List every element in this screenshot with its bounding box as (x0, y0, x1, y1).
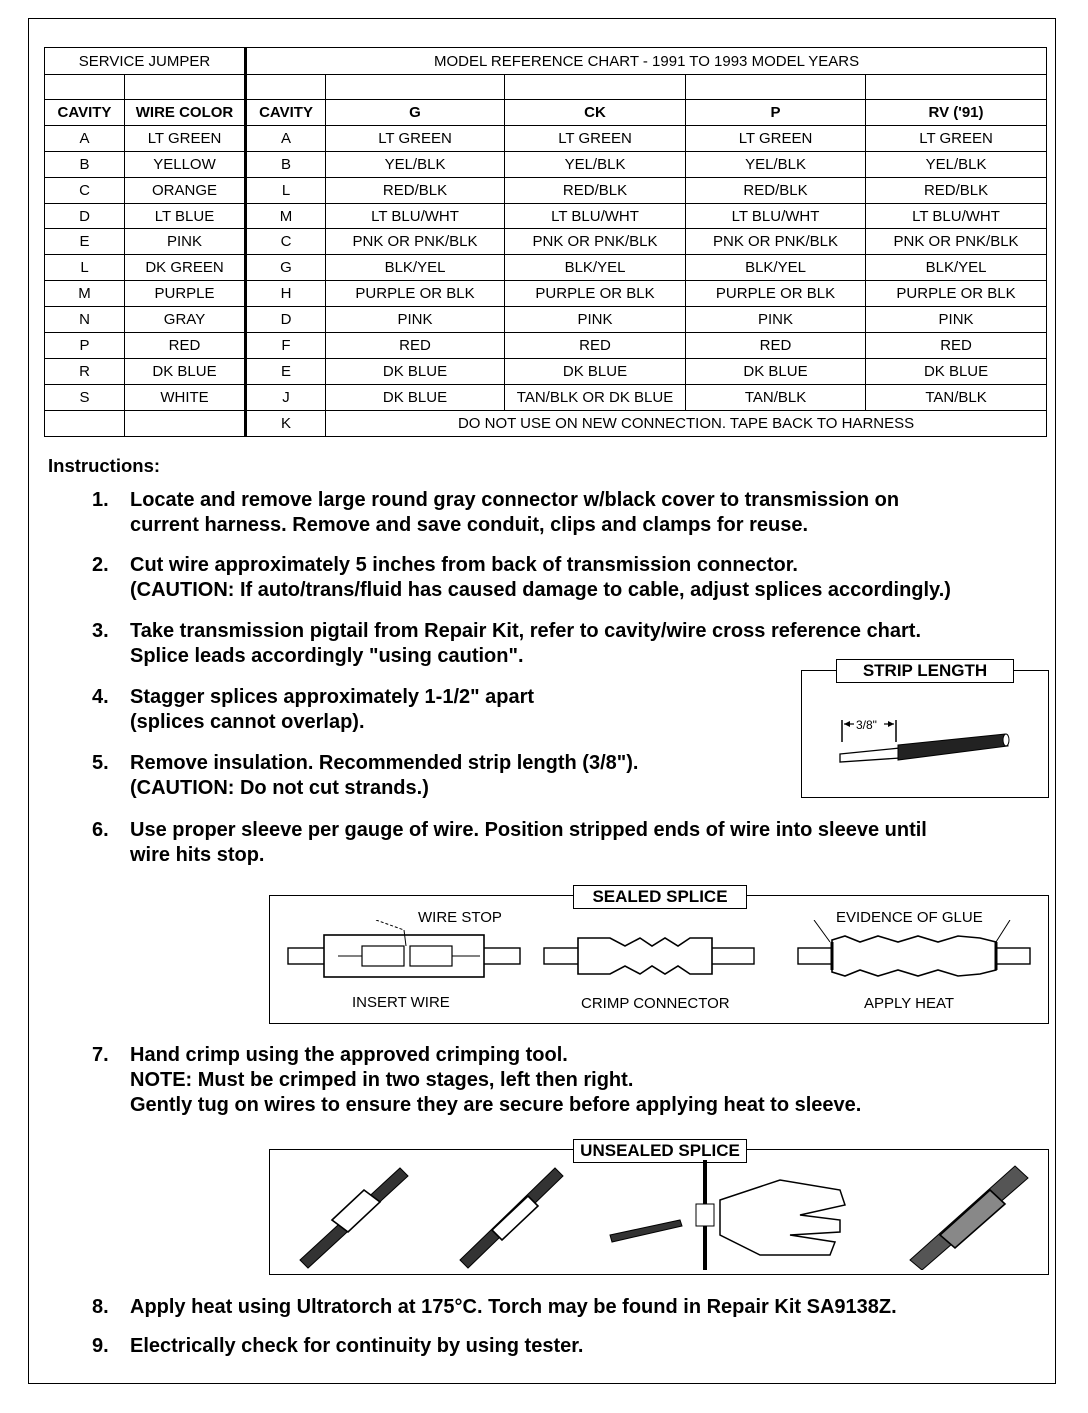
table-cell: PURPLE OR BLK (505, 281, 686, 307)
table-cell: BLK/YEL (686, 255, 866, 281)
empty-cell (246, 75, 326, 100)
sealed-splice-title: SEALED SPLICE (573, 885, 747, 909)
table-cell: B (45, 151, 125, 177)
step-text-line: Gently tug on wires to ensure they are secure before applying heat to sleeve. (130, 1094, 862, 1116)
crimp-connector-caption: CRIMP CONNECTOR (581, 995, 730, 1012)
model-reference-title: MODEL REFERENCE CHART - 1991 TO 1993 MODEL YEARS (246, 48, 1047, 75)
table-row (45, 125, 1047, 151)
table-cell: R (45, 358, 125, 384)
unsealed-splice-title: UNSEALED SPLICE (573, 1139, 747, 1163)
table-cell: TAN/BLK OR DK BLUE (505, 384, 686, 410)
table-row (45, 229, 1047, 255)
table-cell: GRAY (125, 307, 246, 333)
table-row (45, 177, 1047, 203)
table-cell: L (45, 255, 125, 281)
empty-cell (125, 75, 246, 100)
column-header: CAVITY (45, 100, 125, 126)
table-cell: DK BLUE (125, 358, 246, 384)
service-jumper-title: SERVICE JUMPER (45, 48, 246, 75)
table-cell: RED (326, 333, 505, 359)
table-cell: LT GREEN (866, 125, 1047, 151)
column-header: WIRE COLOR (125, 100, 246, 126)
table-cell: M (45, 281, 125, 307)
table-row (45, 358, 1047, 384)
table-cell: RED (686, 333, 866, 359)
step-text-line: current harness. Remove and save conduit, clips and clamps for reuse. (130, 514, 809, 536)
table-cell: LT GREEN (326, 125, 505, 151)
step-number: 5. (92, 752, 109, 774)
table-cell: BLK/YEL (326, 255, 505, 281)
table-cell: DK BLUE (326, 384, 505, 410)
table-cell: YEL/BLK (866, 151, 1047, 177)
apply-heat-caption: APPLY HEAT (864, 995, 955, 1012)
table-cell: LT GREEN (505, 125, 686, 151)
do-not-use-note: DO NOT USE ON NEW CONNECTION. TAPE BACK TO HARNESS (326, 410, 1047, 436)
table-cell: D (45, 203, 125, 229)
column-header: CAVITY (246, 100, 326, 126)
table-cell: YEL/BLK (505, 151, 686, 177)
table-row (45, 333, 1047, 359)
table-cell: YEL/BLK (326, 151, 505, 177)
step-number: 6. (92, 819, 109, 841)
table-cell: BLK/YEL (505, 255, 686, 281)
step-text-line: Splice leads accordingly "using caution". (130, 645, 524, 667)
table-cell: RED/BLK (326, 177, 505, 203)
table-cell: G (246, 255, 326, 281)
table-cell: DK BLUE (686, 358, 866, 384)
table-cell: YEL/BLK (686, 151, 866, 177)
table-cell: PNK OR PNK/BLK (866, 229, 1047, 255)
table-cell: PURPLE OR BLK (866, 281, 1047, 307)
table-row (45, 281, 1047, 307)
step-text-line: (splices cannot overlap). (130, 711, 365, 733)
table-cell: PURPLE OR BLK (326, 281, 505, 307)
table-cell: L (246, 177, 326, 203)
model-reference-chart (44, 47, 1047, 437)
unsealed-splice-illustration (280, 1160, 1040, 1270)
empty-cell (505, 75, 686, 100)
table-cell: LT BLU/WHT (505, 203, 686, 229)
table-cell: B (246, 151, 326, 177)
empty-cell (866, 75, 1047, 100)
table-cell: PINK (686, 307, 866, 333)
step-number: 7. (92, 1044, 109, 1066)
table-row-k (45, 410, 1047, 436)
step-text-line: Stagger splices approximately 1-1/2" apart (130, 686, 535, 708)
table-cell: A (45, 125, 125, 151)
table-cell: YELLOW (125, 151, 246, 177)
table-cell: J (246, 384, 326, 410)
table-cell: D (246, 307, 326, 333)
table-cell: S (45, 384, 125, 410)
step-text-line: (CAUTION: If auto/trans/fluid has caused damage to cable, adjust splices accordingly.) (130, 579, 951, 601)
table-cell: DK GREEN (125, 255, 246, 281)
step-text-line: NOTE: Must be crimped in two stages, left then right. (130, 1069, 634, 1091)
table-cell: E (246, 358, 326, 384)
column-header: RV ('91) (866, 100, 1047, 126)
table-cell: PNK OR PNK/BLK (686, 229, 866, 255)
table-row (45, 307, 1047, 333)
step-number: 1. (92, 489, 109, 511)
table-cell: DK BLUE (866, 358, 1047, 384)
table-cell: TAN/BLK (686, 384, 866, 410)
empty-cell (125, 410, 246, 436)
step-text-line: Take transmission pigtail from Repair Kit, refer to cavity/wire cross reference chart. (130, 620, 922, 642)
strip-dimension-label: 3/8" (856, 718, 877, 732)
table-cell: PINK (866, 307, 1047, 333)
table-cell: C (45, 177, 125, 203)
step-text-line: Locate and remove large round gray connector w/black cover to transmission on (130, 489, 900, 511)
evidence-of-glue-label: EVIDENCE OF GLUE (836, 909, 983, 926)
table-cell: PINK (326, 307, 505, 333)
table-cell: WHITE (125, 384, 246, 410)
table-cell: RED (125, 333, 246, 359)
table-cell: N (45, 307, 125, 333)
table-cell: DK BLUE (326, 358, 505, 384)
empty-cell (326, 75, 505, 100)
step-text-line: Hand crimp using the approved crimping tool. (130, 1044, 568, 1066)
table-row (45, 151, 1047, 177)
insert-wire-caption: INSERT WIRE (352, 994, 450, 1011)
table-cell: P (45, 333, 125, 359)
table-cell: F (246, 333, 326, 359)
empty-cell (686, 75, 866, 100)
table-row (45, 255, 1047, 281)
empty-cell (45, 410, 125, 436)
table-cell: H (246, 281, 326, 307)
table-cell: LT BLU/WHT (326, 203, 505, 229)
strip-length-title: STRIP LENGTH (836, 659, 1014, 683)
table-cell: RED/BLK (866, 177, 1047, 203)
table-cell: PINK (125, 229, 246, 255)
table-cell: TAN/BLK (866, 384, 1047, 410)
column-header: CK (505, 100, 686, 126)
table-cell: PNK OR PNK/BLK (326, 229, 505, 255)
table-row (45, 384, 1047, 410)
step-number: 8. (92, 1296, 109, 1318)
step-text-line: wire hits stop. (130, 844, 265, 866)
table-cell: E (45, 229, 125, 255)
step-text-line: Cut wire approximately 5 inches from back of transmission connector. (130, 554, 798, 576)
table-cell: PURPLE OR BLK (686, 281, 866, 307)
table-cell: LT BLU/WHT (866, 203, 1047, 229)
table-cell: DK BLUE (505, 358, 686, 384)
instructions-heading: Instructions: (48, 455, 161, 476)
column-header: P (686, 100, 866, 126)
table-cell: PURPLE (125, 281, 246, 307)
table-cell: RED/BLK (686, 177, 866, 203)
step-text-line: Electrically check for continuity by using tester. (130, 1335, 584, 1357)
chart-header-row (45, 100, 1047, 126)
table-cell: LT BLUE (125, 203, 246, 229)
chart-title-row (45, 48, 1047, 75)
cavity-k-cell: K (246, 410, 326, 436)
table-cell: RED/BLK (505, 177, 686, 203)
step-text-line: Use proper sleeve per gauge of wire. Position stripped ends of wire into sleeve until (130, 819, 927, 841)
table-cell: RED (505, 333, 686, 359)
table-cell: PNK OR PNK/BLK (505, 229, 686, 255)
step-number: 9. (92, 1335, 109, 1357)
table-cell: M (246, 203, 326, 229)
stripped-wire-illustration (830, 712, 1020, 772)
table-cell: A (246, 125, 326, 151)
wire-stop-label: WIRE STOP (418, 909, 502, 926)
sealed-splice-illustration (280, 920, 1040, 985)
step-text-line: Apply heat using Ultratorch at 175°C. Torch may be found in Repair Kit SA9138Z. (130, 1296, 897, 1318)
table-cell: PINK (505, 307, 686, 333)
table-cell: RED (866, 333, 1047, 359)
table-cell: ORANGE (125, 177, 246, 203)
table-cell: LT GREEN (125, 125, 246, 151)
step-number: 2. (92, 554, 109, 576)
chart-spacer-row (45, 75, 1047, 100)
table-cell: BLK/YEL (866, 255, 1047, 281)
empty-cell (45, 75, 125, 100)
table-cell: LT BLU/WHT (686, 203, 866, 229)
column-header: G (326, 100, 505, 126)
table-cell: C (246, 229, 326, 255)
step-text-line: Remove insulation. Recommended strip length (3/8"). (130, 752, 639, 774)
step-number: 4. (92, 686, 109, 708)
step-text-line: (CAUTION: Do not cut strands.) (130, 777, 429, 799)
table-cell: LT GREEN (686, 125, 866, 151)
step-number: 3. (92, 620, 109, 642)
table-row (45, 203, 1047, 229)
